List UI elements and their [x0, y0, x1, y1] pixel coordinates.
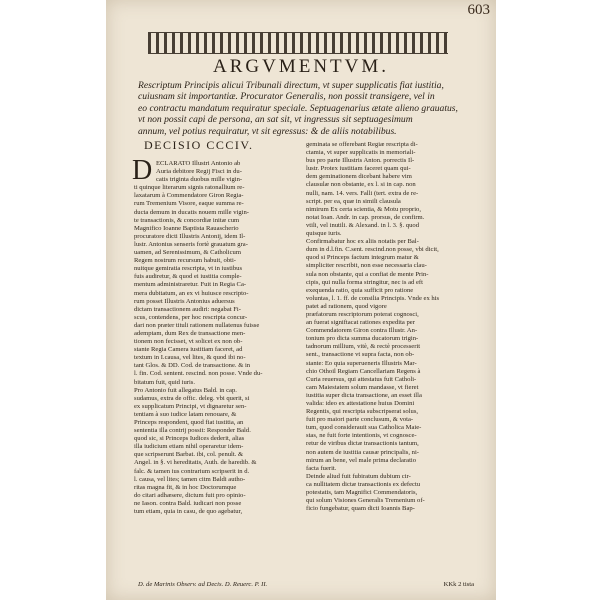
text-line: textum in I.causa, vel lites, & quod ibi no-: [134, 354, 246, 362]
text-line: dem geminationem dicebant habere vim: [306, 173, 412, 181]
text-line: Angel. in §. vi hereditatis, Auth. de haredib. &: [134, 459, 257, 467]
argument-summary: [138, 80, 468, 137]
text-line: sententia illa contrij possit: Responder Bald.: [134, 427, 251, 435]
text-line: quisque iuris.: [306, 230, 342, 238]
text-line: ducta demum in ducatis nouem mille vigin-: [134, 208, 250, 216]
text-line: scus, contendens, per hoc rescripta concur-: [134, 313, 248, 321]
footer-signature: D. de Marinis Observ. ad Decis. D. Reuerc. P. II.: [138, 581, 268, 588]
text-line: stante Regia Camera iustitiam faceret, ad: [134, 346, 243, 354]
text-line: an fuerat signiftacat rationes expedita per: [306, 319, 415, 327]
text-line: ademptam, dum Rex de transactione men-: [134, 329, 246, 337]
text-line: sudamus, extra de offic. deleg. vbi querit, si: [134, 394, 250, 402]
text-line: retur de viribus dictæ transactionis tantum,: [306, 440, 419, 448]
text-line: valida: ideo ex attestatione huius Domini: [306, 400, 415, 407]
text-line: rum Tremenium Visore, eaque summa re-: [134, 200, 244, 208]
text-line: ti quinque literarum signis ratonallium re-: [134, 184, 245, 192]
text-line: quod si Princeps factum integrum matur &: [306, 254, 419, 262]
argument-line: eo contractu mandatum requiratur speciale. Septuagenarius ætate alieno grauatus,: [138, 102, 458, 114]
decision-title: DECISIO CCCIV.: [144, 138, 254, 152]
document-page: [106, 0, 496, 600]
text-line: mentum administraretur. Fuit in Regia Ca-: [134, 281, 247, 289]
text-line: nuitque gemiratia rescripta, vt in iustibus: [134, 265, 243, 273]
text-line: potestatis, tam Magnifici Commendatoris,: [306, 489, 418, 497]
drop-cap-initial: D: [132, 155, 153, 186]
text-line: sula non obstante, qui a confiat de mente Prin-: [306, 270, 429, 278]
right-text-column: [306, 141, 474, 513]
text-line: cipis, qui nulla forma stringitur, nec is ad eft: [306, 278, 423, 286]
text-line: ECLARATO Illustri Antonio ab: [156, 160, 241, 167]
text-line: Curia reuersus, qui attestatus fuit Catholi-: [306, 375, 417, 383]
text-line: Princeps respondent, quod fiat iustitia, an: [134, 419, 244, 426]
text-line: tadnorum millium, vitè, & rectè processerit: [306, 343, 421, 351]
text-line: mirum an bene, vel male prima declaratio: [306, 456, 417, 464]
text-line: cam Maiestatem solum mandasse, vt fieret: [306, 383, 419, 391]
text-line: que scripserunt Barbat. ibi, col. penult. &: [134, 451, 244, 459]
text-line: ficio fungebatur, quam dicti Ioannis Bap-: [306, 505, 415, 513]
text-line: stante: Eo quia superueneris Illustris Mar-: [306, 359, 417, 367]
text-line: præfatorum rescriptorum poterat cognosci,: [306, 310, 419, 318]
text-line: script. per ea, quæ in simili clausula: [306, 197, 401, 205]
text-line: dictam transactionem audiri: negabat Fi-: [134, 305, 241, 313]
text-line: simpliciter rescribit, non esse necessaria clau-: [306, 262, 427, 270]
text-line: Deinde aliud fuit fubiratum dubium cir-: [306, 472, 411, 480]
text-line: l. fin. Cod. sentent. rescind. non posse. Vnde du-: [134, 370, 263, 378]
argument-line: Rescriptum Principis alicui Tribunali directum, vt super supplicatis fiat iustitia,: [138, 80, 444, 91]
text-line: Commendatorem Giron contra Illustr. An-: [306, 327, 418, 335]
text-line: Auria debitore Regij Fisci in du-: [156, 168, 242, 176]
argument-line: annum, vel potius requiratur, vt sit egressus: & de aliis notabilibus.: [138, 125, 397, 137]
text-line: voluntas, l. 1. ff. de consilia Principis. Vnde ex his: [306, 294, 440, 302]
text-line: tonium pro dicta summa ducatorum trigin-: [306, 335, 419, 343]
text-line: dari non præter tituli rationem nullatenus fuisse: [134, 321, 260, 329]
text-line: exequenda ratio, quia sufficit pro ratione: [306, 286, 414, 294]
text-line: Magnifico Ioanne Baptista Rauascherio: [134, 224, 239, 232]
argument-heading: ARGVMENTVM.: [212, 56, 390, 77]
text-line: l. causa, vel lites; tamen citm Baldi autho-: [134, 475, 246, 483]
text-line: te transactionis, & concordiæ initæ cum: [134, 216, 240, 224]
text-line: ex supplicatum Principi, vt dignaretur sen-: [134, 402, 247, 410]
text-line: dum in d.l.fin. C.sent. rescind.non posse, vbi dicit,: [306, 246, 439, 254]
text-line: chio Othoil Regiam Cancellariam Regens à: [306, 367, 421, 375]
text-line: Pro Antonio fuit allegatus Bald. in cap.: [134, 386, 237, 394]
text-line: Regem nostrum recursum habuit, obti-: [134, 257, 237, 265]
text-line: qui solum Visiones Generalis Tremenium of-: [306, 497, 425, 505]
text-line: do citari adhæsere, dictum fuit pro opinio-: [134, 491, 246, 499]
text-line: quod sic, si Princeps Iudices dederit, alias: [134, 435, 245, 443]
text-line: illa iudicium etiam nihil operaretur idem-: [134, 443, 244, 451]
text-line: catis triginta duobus mille vigin-: [156, 176, 243, 184]
text-line: lustr. Antonius senseris fortè grauatum gra-: [134, 240, 248, 248]
footer-catchword: KKk 2 tista: [443, 581, 474, 588]
text-line: tentiam à suo iudice latam renouare, &: [134, 410, 237, 418]
page-number: 603: [467, 2, 490, 18]
text-line: Regentis, qui rescripta subscripserat solus,: [306, 408, 419, 416]
text-line: ca nullitatem dictæ transactionis ex defectu: [306, 480, 421, 488]
decorative-ornament-band: [148, 32, 448, 54]
text-line: ritas magna fit, & in hoc Doctorumque: [134, 483, 237, 491]
text-line: ctamia, vt super supplicatis in memoriali-: [306, 149, 416, 157]
text-line: falc. & tamen ius contrarium scripserit in d.: [134, 467, 250, 475]
text-line: lustr. Protex iustitiam faceret quam qui-: [306, 165, 411, 173]
text-line: bus pro parte Illustris Anton. porrectis Il-: [306, 157, 415, 165]
argument-line: vt non possit capi de persona, an sat sit, vt ingressus sit septuagesimum: [138, 114, 413, 126]
text-line: tionem non fecisset, vt solicet ex non ob-: [134, 338, 243, 346]
text-line: iustitia super dicta transactione, an esset illa: [306, 391, 422, 399]
text-line: procuratore dicti Illustris Antonij, idem Il-: [134, 232, 246, 240]
text-line: nimirum Ex certa scientia, & Motu proprio,: [306, 205, 421, 213]
text-line: stas, ne fuit forte intentionis, vt cognosce-: [306, 432, 417, 440]
text-line: uamen, ad Serenissimum, & Catholicum: [134, 249, 241, 257]
text-line: rum posset Illustris Antonius aduersus: [134, 297, 235, 305]
text-line: sent., transactione vt supra facta, non ob-: [306, 351, 415, 359]
text-line: nulli, nam. 14. vers. Falli (tert. extra de re-: [306, 189, 419, 197]
text-line: notat Ioan. Andr. in cap. prorsus, de confirm.: [306, 213, 425, 221]
text-line: vtili, vel inutili. & Alexand. in l. 3. §. quod: [306, 221, 420, 229]
text-line: fuis audiretur, & quod ei iustitia comple-: [134, 273, 242, 281]
text-line: tum etiam, quia in casu, de quo agebatur,: [134, 508, 243, 516]
text-line: facta fuerit.: [306, 464, 337, 472]
text-line: mera dubitatum, an ex vi huiusce rescripto-: [134, 289, 249, 297]
text-line: ne Iason. contra Bald. iudicari non posse: [134, 499, 242, 507]
text-line: geminata se offerebant Regiæ rescripta di-: [306, 141, 418, 148]
text-line: Confirmabatur hoc ex aliis notatis per Bal-: [306, 238, 419, 246]
text-line: patet ad rationem, quod vigore: [306, 302, 387, 310]
text-line: fuit pro maiori parte conclusum, & vota-: [306, 416, 414, 424]
text-line: laxatarum à Commendatore Giron Regia-: [134, 192, 244, 200]
text-line: bitatum fuit, quid iuris.: [134, 378, 195, 386]
text-line: clausulæ non obstante, ex l. si in cap. non: [306, 181, 416, 189]
left-text-column: [132, 155, 296, 516]
argument-line: cuiusnam sit importantiæ. Procurator Generalis, non possit transigere, vel in: [138, 91, 435, 103]
text-line: tum, quod considerauit sua Catholica Maie-: [306, 424, 422, 432]
text-line: tant Glos. & DD. Cod. de transactione. & in: [134, 362, 251, 370]
text-line: non autem de iustitia causæ principalis, ni-: [306, 448, 419, 456]
